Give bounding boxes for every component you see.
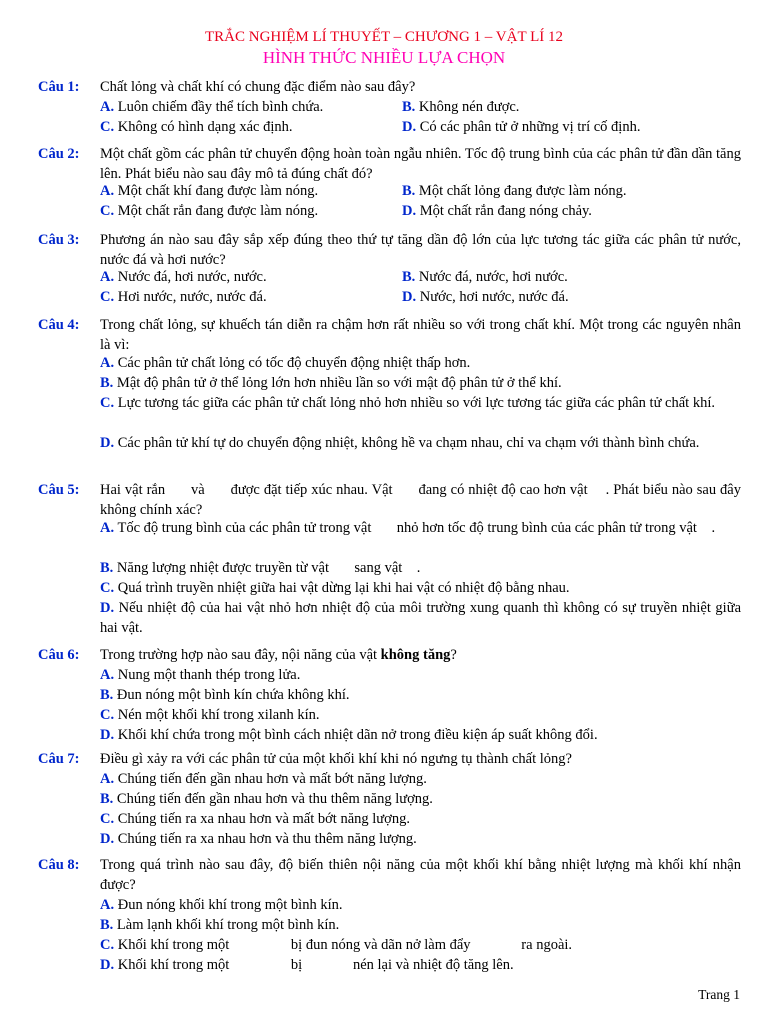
option-c: C. Chúng tiến ra xa nhau hơn và mất bớt năng lượng.: [100, 811, 410, 827]
question-label: Câu 4:: [38, 317, 80, 333]
document-title: TRẮC NGHIỆM LÍ THUYẾT – CHƯƠNG 1 – VẬT LÍ 12: [204, 29, 563, 45]
option-b: B. Nước đá, nước, hơi nước.: [402, 269, 568, 285]
option-b: B. Một chất lỏng đang được làm nóng.: [402, 183, 627, 199]
question-label: Câu 5:: [38, 482, 80, 498]
question-label: Câu 2:: [38, 146, 80, 162]
option-d: D. Nước, hơi nước, nước đá.: [402, 289, 569, 305]
question-text: Điều gì xảy ra với các phân tử của một khối khí khi nó ngưng tụ thành chất lỏng?: [100, 751, 572, 767]
question-text: Trong chất lỏng, sự khuếch tán diễn ra chậm hơn rất nhiều so với trong chất khí. Một trong các nguyên nhân là vì:: [100, 317, 741, 353]
option-a: A. Nước đá, hơi nước, nước.: [100, 269, 267, 285]
question-text: Chất lỏng và chất khí có chung đặc điểm nào sau đây?: [100, 79, 416, 95]
option-c: C. Lực tương tác giữa các phân tử chất lỏng nhỏ hơn nhiều so với lực tương tác giữa các phân tử chất khí.: [100, 395, 715, 411]
question-text: Trong trường hợp nào sau đây, nội năng của vật không tăng?: [100, 647, 457, 663]
option-d: D. Khối khí trong một bị nén lại và nhiệt độ tăng lên.: [100, 957, 514, 973]
option-b: B. Chúng tiến đến gần nhau hơn và thu thêm năng lượng.: [100, 791, 433, 807]
option-a: A. Đun nóng khối khí trong một bình kín.: [100, 897, 343, 913]
option-a: A. Một chất khí đang được làm nóng.: [100, 183, 319, 199]
option-c: C. Một chất rắn đang được làm nóng.: [100, 203, 319, 219]
option-a: A. Tốc độ trung bình của các phân tử trong vật nhỏ hơn tốc độ trung bình của các phân tử trong vật .: [100, 520, 716, 536]
option-b: B. Đun nóng một bình kín chứa không khí.: [100, 687, 350, 703]
option-d: D. Một chất rắn đang nóng chảy.: [402, 203, 592, 219]
option-c: C. Không có hình dạng xác định.: [100, 119, 293, 135]
question-text: Phương án nào sau đây sắp xếp đúng theo thứ tự tăng dần độ lớn của lực tương tác giữa các phân tử nước, nước đá và hơi nước?: [100, 232, 741, 268]
option-a: A. Nung một thanh thép trong lửa.: [100, 667, 301, 683]
option-b: B. Năng lượng nhiệt được truyền từ vật sang vật .: [100, 560, 421, 576]
question-label: Câu 7:: [38, 751, 80, 767]
question-text: Trong quá trình nào sau đây, độ biến thiên nội năng của một khối khí bằng nhiệt lượng mà khối khí nhận được?: [100, 857, 741, 893]
question-text: Hai vật rắn và được đặt tiếp xúc nhau. Vật đang có nhiệt độ cao hơn vật . Phát biểu nào sau đây không chính xác?: [100, 482, 741, 518]
emphasis-text: không tăng: [380, 647, 451, 663]
option-d: D. Chúng tiến ra xa nhau hơn và thu thêm năng lượng.: [100, 831, 417, 847]
option-b: B. Làm lạnh khối khí trong một bình kín.: [100, 917, 340, 933]
question-label: Câu 6:: [38, 647, 80, 663]
option-b: B. Mật độ phân tử ở thể lỏng lớn hơn nhiều lần so với mật độ phân tử ở thể khí.: [100, 375, 562, 391]
page-number: Trang 1: [698, 987, 740, 1002]
option-a: A. Chúng tiến đến gần nhau hơn và mất bớt năng lượng.: [100, 771, 427, 787]
option-b: B. Không nén được.: [402, 99, 520, 115]
option-d: D. Có các phân tử ở những vị trí cố định.: [402, 119, 641, 135]
option-d: D. Các phân tử khí tự do chuyển động nhiệt, không hề va chạm nhau, chỉ va chạm với thành bình chứa.: [100, 435, 700, 451]
option-c: C. Nén một khối khí trong xilanh kín.: [100, 707, 320, 723]
document-subtitle: HÌNH THỨC NHIỀU LỰA CHỌN: [262, 48, 506, 67]
question-label: Câu 1:: [38, 79, 80, 95]
question-label: Câu 3:: [38, 232, 80, 248]
question-label: Câu 8:: [38, 857, 80, 873]
option-a: A. Các phân tử chất lỏng có tốc độ chuyển động nhiệt thấp hơn.: [100, 355, 471, 371]
option-c: C. Quá trình truyền nhiệt giữa hai vật dừng lại khi hai vật có nhiệt độ bằng nhau.: [100, 580, 570, 596]
option-d: D. Nếu nhiệt độ của hai vật nhỏ hơn nhiệt độ của môi trường xung quanh thì không có sự truyền nhiệt giữa hai vật.: [100, 600, 741, 636]
option-c: C. Hơi nước, nước, nước đá.: [100, 289, 267, 305]
option-c: C. Khối khí trong một bị đun nóng và dãn nở làm đẩy ra ngoài.: [100, 937, 573, 953]
option-d: D. Khối khí chứa trong một bình cách nhiệt dãn nở trong điều kiện áp suất không đổi.: [100, 727, 598, 743]
option-a: A. Luôn chiếm đầy thể tích bình chứa.: [100, 99, 324, 115]
question-text: Một chất gồm các phân tử chuyển động hoàn toàn ngẫu nhiên. Tốc độ trung bình của các phân tử đần dần tăng lên. Phát biểu nào sau đây mô tả đúng chất đó?: [100, 146, 741, 182]
